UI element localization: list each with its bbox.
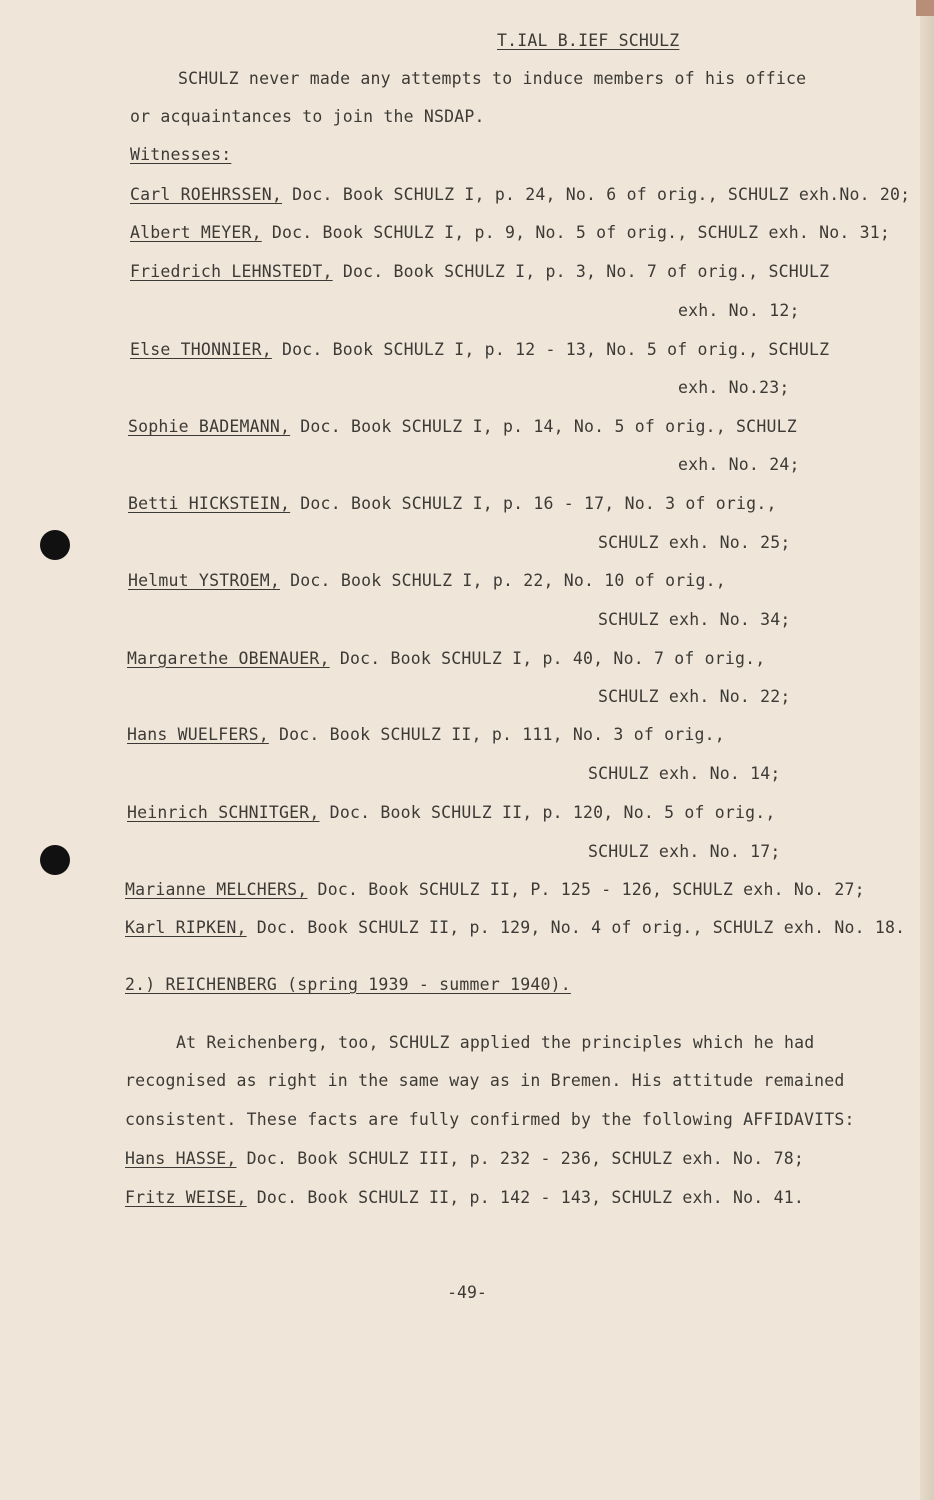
witness-continuation: SCHULZ exh. No. 34; — [598, 610, 791, 629]
witness-name: Helmut YSTROEM, — [128, 571, 281, 590]
intro-line: or acquaintances to join the NSDAP. — [130, 107, 485, 126]
witness-continuation: SCHULZ exh. No. 17; — [588, 842, 781, 861]
witness-name: Carl ROEHRSSEN, — [130, 185, 283, 204]
witness-entry — [128, 417, 797, 436]
witness-reference: Doc. Book SCHULZ II, p. 120, No. 5 of orig., — [319, 803, 776, 822]
witness-continuation: exh. No. 24; — [678, 455, 800, 474]
witness-continuation: SCHULZ exh. No. 22; — [598, 687, 791, 706]
page-number: -49- — [447, 1283, 487, 1302]
affidavit-reference: Doc. Book SCHULZ II, p. 142 - 143, SCHULZ exh. No. 41. — [246, 1188, 804, 1207]
punch-hole — [40, 845, 70, 875]
witness-name: Marianne MELCHERS, — [125, 880, 308, 899]
witness-name: Albert MEYER, — [130, 223, 262, 242]
witness-entry — [130, 340, 829, 359]
intro-line: SCHULZ never made any attempts to induce members of his office — [178, 69, 807, 88]
witness-reference: Doc. Book SCHULZ I, p. 14, No. 5 of orig., SCHULZ — [290, 417, 797, 436]
witness-entry — [127, 803, 776, 822]
section-heading: 2.) REICHENBERG (spring 1939 - summer 1940). — [125, 975, 571, 994]
witness-entry — [130, 262, 829, 281]
affidavit-entry — [125, 1188, 804, 1207]
punch-hole — [40, 530, 70, 560]
witness-reference: Doc. Book SCHULZ I, p. 24, No. 6 of orig., SCHULZ exh.No. 20; — [282, 185, 911, 204]
witness-reference: Doc. Book SCHULZ I, p. 16 - 17, No. 3 of orig., — [290, 494, 777, 513]
affidavit-entry — [125, 1149, 804, 1168]
witness-continuation: exh. No.23; — [678, 378, 790, 397]
witness-reference: Doc. Book SCHULZ I, p. 3, No. 7 of orig., SCHULZ — [332, 262, 830, 281]
paragraph-line: At Reichenberg, too, SCHULZ applied the principles which he had — [176, 1033, 815, 1052]
witness-name: Margarethe OBENAUER, — [127, 649, 330, 668]
page-title: T.IAL B.IEF SCHULZ — [497, 31, 680, 50]
witness-entry — [128, 571, 726, 590]
witness-continuation: SCHULZ exh. No. 25; — [598, 533, 791, 552]
witness-reference: Doc. Book SCHULZ II, p. 111, No. 3 of orig., — [268, 725, 725, 744]
witness-continuation: exh. No. 12; — [678, 301, 800, 320]
witness-entry — [127, 725, 725, 744]
witness-reference: Doc. Book SCHULZ I, p. 40, No. 7 of orig., — [329, 649, 766, 668]
witness-reference: Doc. Book SCHULZ I, p. 9, No. 5 of orig., SCHULZ exh. No. 31; — [261, 223, 891, 242]
witness-name: Heinrich SCHNITGER, — [127, 803, 320, 822]
page-corner-mark — [916, 0, 934, 16]
witness-name: Else THONNIER, — [130, 340, 272, 359]
affidavit-reference: Doc. Book SCHULZ III, p. 232 - 236, SCHULZ exh. No. 78; — [236, 1149, 804, 1168]
affidavit-name: Hans HASSE, — [125, 1149, 237, 1168]
witness-reference: Doc. Book SCHULZ II, p. 129, No. 4 of orig., SCHULZ exh. No. 18. — [246, 918, 906, 937]
witness-name: Friedrich LEHNSTEDT, — [130, 262, 333, 281]
witness-entry — [125, 880, 865, 899]
witness-entry — [130, 223, 890, 242]
witness-name: Betti HICKSTEIN, — [128, 494, 291, 513]
witness-entry — [128, 494, 777, 513]
witness-continuation: SCHULZ exh. No. 14; — [588, 764, 781, 783]
witness-entry — [127, 649, 765, 668]
witness-entry — [130, 185, 910, 204]
witness-reference: Doc. Book SCHULZ I, p. 22, No. 10 of orig., — [280, 571, 726, 590]
witness-name: Karl RIPKEN, — [125, 918, 247, 937]
paragraph-line: consistent. These facts are fully confirmed by the following AFFIDAVITS: — [125, 1110, 855, 1129]
paragraph-line: recognised as right in the same way as in Bremen. His attitude remained — [125, 1071, 845, 1090]
witness-name: Sophie BADEMANN, — [128, 417, 291, 436]
page-edge — [920, 0, 934, 1500]
witness-name: Hans WUELFERS, — [127, 725, 269, 744]
affidavit-name: Fritz WEISE, — [125, 1188, 247, 1207]
witnesses-heading: Witnesses: — [130, 145, 232, 164]
witness-reference: Doc. Book SCHULZ I, p. 12 - 13, No. 5 of orig., SCHULZ — [271, 340, 830, 359]
witness-reference: Doc. Book SCHULZ II, P. 125 - 126, SCHULZ exh. No. 27; — [307, 880, 865, 899]
witness-entry — [125, 918, 905, 937]
